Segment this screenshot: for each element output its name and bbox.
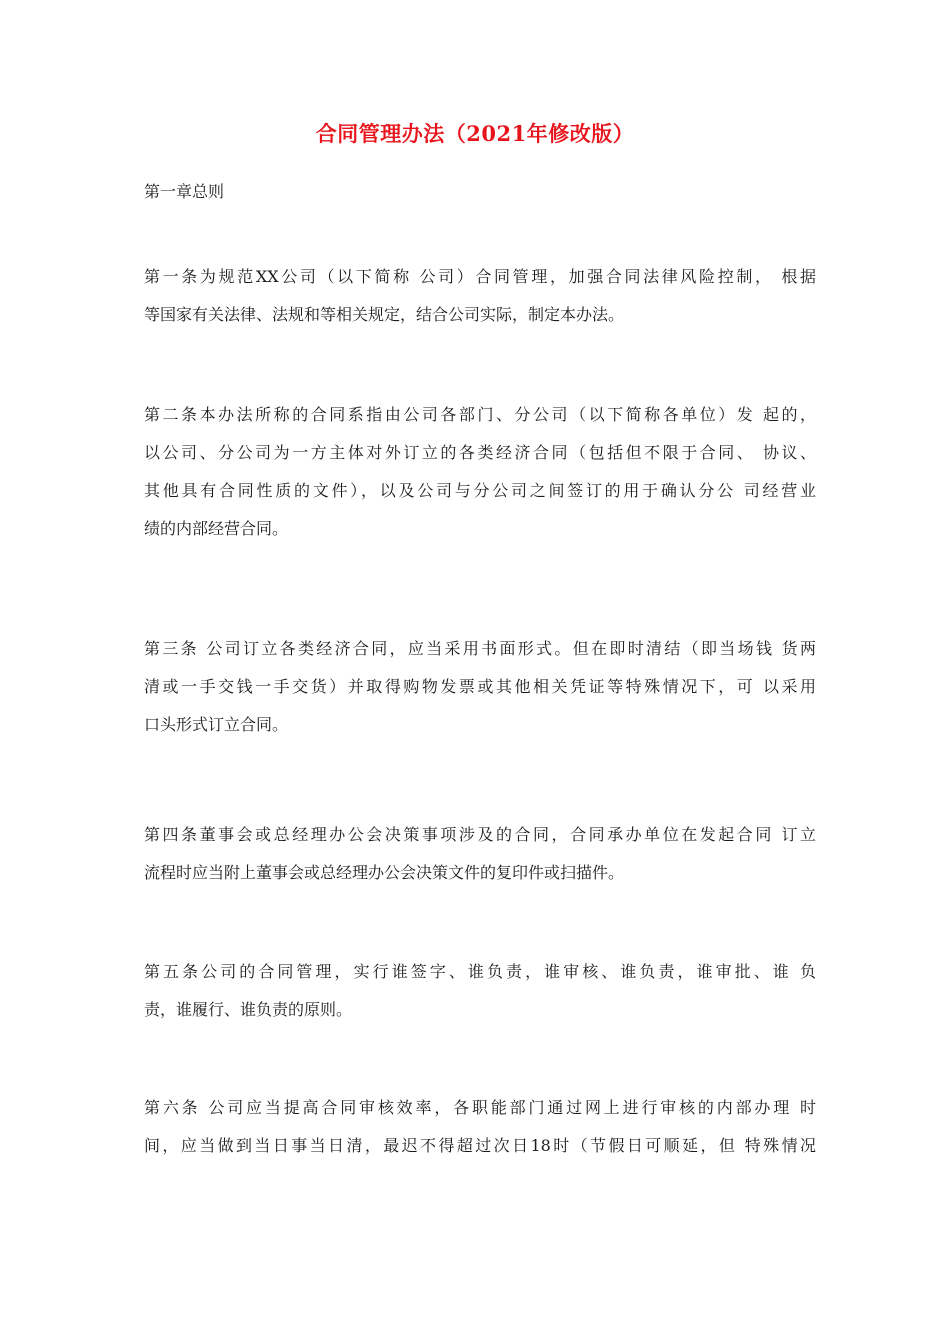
article-2 (144, 396, 816, 548)
chapter-heading: 第一章总则 (144, 182, 225, 201)
article-3 (144, 630, 816, 744)
article-line: 口头形式订立合同。 (144, 715, 289, 734)
article-line: 等国家有关法律、法规和等相关规定，结合公司实际，制定本办法。 (144, 305, 625, 324)
article-1 (144, 258, 816, 334)
article-line: 第二条本办法所称的合同系指由公司各部门、分公司（以下简称各单位）发 起的， (144, 405, 816, 424)
article-line: 其他具有合同性质的文件），以及公司与分公司之间签订的用于确认分公 司经营业 (144, 481, 816, 500)
article-line: 第四条董事会或总经理办公会决策事项涉及的合同，合同承办单位在发起合同 订立 (144, 825, 816, 844)
article-line: 第一条为规范XX公司（以下简称 公司）合同管理，加强合同法律风险控制， 根据 (144, 267, 816, 286)
article-line: 流程时应当附上董事会或总经理办公会决策文件的复印件或扫描件。 (144, 863, 625, 882)
article-5 (144, 953, 816, 1029)
article-4 (144, 816, 816, 892)
article-line: 第六条 公司应当提高合同审核效率，各职能部门通过网上进行审核的内部办理 时 (144, 1098, 816, 1117)
article-6 (144, 1089, 816, 1165)
document-title: 合同管理办法（2021年修改版） (315, 121, 635, 146)
article-line: 绩的内部经营合同。 (144, 519, 289, 538)
article-line: 责，谁履行、谁负责的原则。 (144, 1000, 353, 1019)
article-line: 清或一手交钱一手交货）并取得购物发票或其他相关凭证等特殊情况下，可 以采用 (144, 677, 816, 696)
article-line: 第三条 公司订立各类经济合同，应当采用书面形式。但在即时清结（即当场钱 货两 (144, 639, 816, 658)
article-line: 间，应当做到当日事当日清，最迟不得超过次日18时（节假日可顺延，但 特殊情况 (144, 1136, 816, 1155)
article-line: 以公司、分公司为一方主体对外订立的各类经济合同（包括但不限于合同、 协议、 (144, 443, 816, 462)
article-line: 第五条公司的合同管理，实行谁签字、谁负责，谁审核、谁负责，谁审批、谁 负 (144, 962, 816, 981)
